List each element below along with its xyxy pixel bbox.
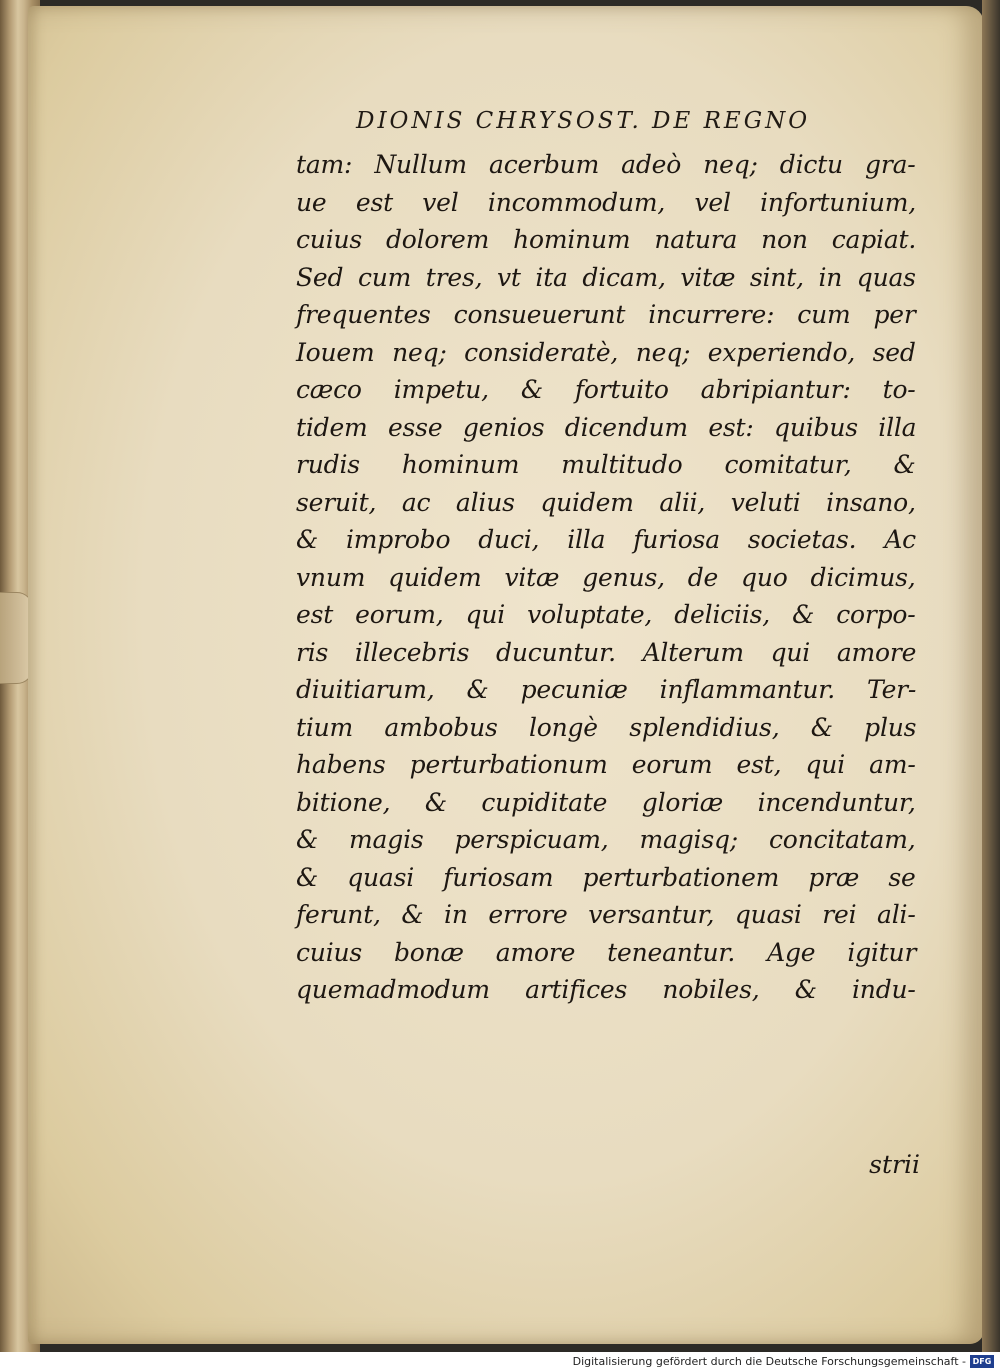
text-line: ferunt, & in errore versantur, quasi rei ali- xyxy=(296,900,916,929)
text-line: diuitiarum, & pecuniæ inflammantur. Ter- xyxy=(296,675,917,704)
footer-credit: Digitalisierung gefördert durch die Deutsche Forschungsgemeinschaft - xyxy=(572,1355,966,1368)
text-line: quemadmodum artifices nobiles, & indu- xyxy=(296,975,916,1004)
dfg-logo: DFG xyxy=(970,1355,994,1368)
text-line: est eorum, qui voluptate, deliciis, & corpo- xyxy=(296,600,916,629)
running-head: DIONIS CHRYSOST. DE REGNO xyxy=(356,108,811,134)
page-gutter-shadow xyxy=(982,0,1000,1352)
text-line: & quasi furiosam perturbationem præ se xyxy=(296,862,916,892)
text-line: cæco impetu, & fortuito abripiantur: to- xyxy=(296,375,916,404)
text-line: ris illecebris ducuntur. Alterum qui amore xyxy=(296,637,917,667)
body-text xyxy=(296,146,920,1009)
text-line: cuius dolorem hominum natura non capiat. xyxy=(296,225,917,254)
text-line: rudis hominum multitudo comitatur, & xyxy=(296,450,916,479)
text-line: seruit, ac alius quidem alii, veluti insano, xyxy=(296,487,916,517)
text-line: tium ambobus longè splendidius, & plus xyxy=(296,712,917,742)
text-line: tam: Nullum acerbum adeò neq; dictu gra- xyxy=(296,150,916,179)
text-line: & magis perspicuam, magisq; concitatam, xyxy=(296,825,916,854)
text-line: bitione, & cupiditate gloriæ incenduntur, xyxy=(296,787,916,817)
text-line: ue est vel incommodum, vel infortunium, xyxy=(296,187,917,217)
text-line: frequentes consueuerunt incurrere: cum per xyxy=(296,300,916,329)
catchword: strii xyxy=(869,1150,920,1179)
text-line: Sed cum tres, vt ita dicam, vitæ sint, in quas xyxy=(296,262,916,292)
text-line: vnum quidem vitæ genus, de quo dicimus, xyxy=(296,562,916,592)
text-line: tidem esse genios dicendum est: quibus illa xyxy=(296,412,917,442)
text-line: cuius bonæ amore teneantur. Age igitur xyxy=(296,937,917,967)
text-line: & improbo duci, illa furiosa societas. Ac xyxy=(296,525,916,554)
text-line: habens perturbationum eorum est, qui am- xyxy=(296,750,916,779)
text-line: Iouem neq; consideratè, neq; experiendo, sed xyxy=(296,337,916,367)
